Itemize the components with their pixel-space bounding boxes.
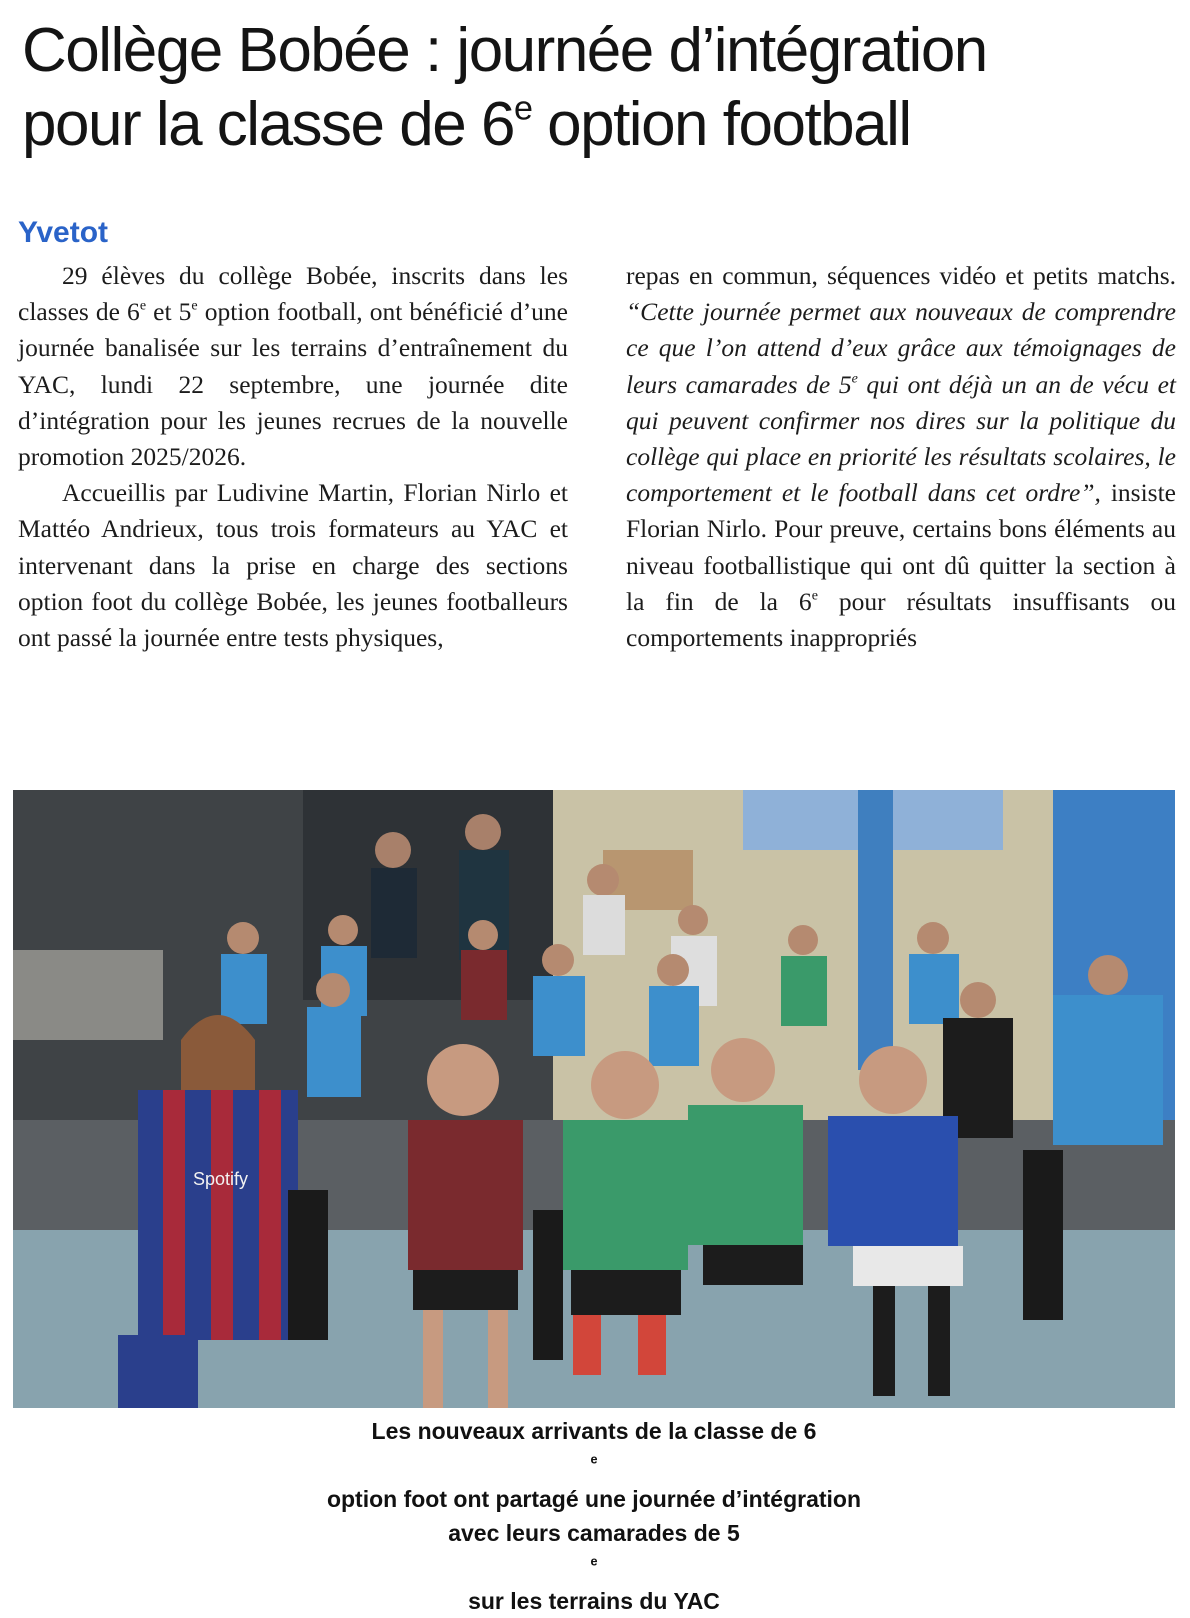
caption-2-sup: e <box>590 1554 598 1569</box>
caption-2-pre: avec leurs camarades de 5 <box>448 1520 740 1546</box>
quote-text-a: “Cette journée permet aux nouveaux de comprendre ce que l’on attend d’eux grâce aux témoignages de leurs camarades de 5 <box>626 297 1176 399</box>
p3-text-c: pour résultats insuffisants ou comportements inappropriés <box>626 586 1176 653</box>
p3-text-b: insiste Florian Nirlo. Pour preuve, certains bons éléments au niveau footballistique qui ont dû quitter la section à la fin de la 6 <box>626 478 1176 616</box>
headline-superscript: e <box>513 89 532 128</box>
quote-sup: e <box>851 371 858 387</box>
article-headline <box>22 14 1172 162</box>
quote <box>626 297 1176 507</box>
jersey-sponsor-text: Spotify <box>193 1169 249 1189</box>
headline-line-2 <box>22 88 1172 162</box>
body-paragraph-3 <box>626 258 1176 656</box>
box-2 <box>13 950 163 1040</box>
caption-1-pre: Les nouveaux arrivants de la classe de 6 <box>371 1418 817 1444</box>
p3-sup: e <box>811 588 818 604</box>
p1-text-c: option football, ont bénéficié d’une journée banalisée sur les terrains d’entraînement du YAC, lundi 22 septembre, une journée dite d’intégration pour les jeunes recrues de la nouvelle promotion 2025/2026. <box>18 297 569 472</box>
p1-sup-2: e <box>191 298 198 314</box>
photo-caption <box>13 1414 1175 1618</box>
headline-line-2-post: option football <box>531 90 911 159</box>
caption-1-sup: e <box>590 1452 598 1467</box>
caption-line-2 <box>13 1516 1175 1618</box>
photo-illustration <box>13 790 1175 1408</box>
article-photo <box>13 790 1175 1408</box>
p1-text-a: 29 élèves du collège Bobée, inscrits dans les classes de 6 <box>18 261 568 327</box>
p1-text-b: et 5 <box>146 297 192 327</box>
caption-2-post: sur les terrains du YAC <box>468 1588 720 1614</box>
body-paragraph-2: Accueillis par Ludivine Martin, Florian Nirlo et Mattéo Andrieux, tous trois formateurs au YAC et intervenant dans la prise en charge des sections option foot du collège Bobée, les jeunes footballeurs ont passé la journée entre tests physiques, <box>18 478 568 653</box>
headline-line-2-pre: pour la classe de 6 <box>22 90 514 159</box>
p3-text-a: repas en commun, séquences vidéo et petits matchs. <box>626 261 1176 290</box>
caption-line-1 <box>13 1414 1175 1516</box>
body-paragraph-1 <box>18 258 568 475</box>
quote-text-b: qui ont déjà un an de vécu et qui peuvent confirmer nos dires sur la politique du collège qui place en priorité les résultats scolaires, le comportement et le football dans cet ordre”, <box>626 369 1177 508</box>
headline-line-1: Collège Bobée : journée d’intégration <box>22 16 987 85</box>
article-column-right <box>626 258 1176 656</box>
p1-sup-1: e <box>139 298 147 314</box>
article-column-left <box>18 258 568 656</box>
caption-1-post: option foot ont partagé une journée d’intégration <box>326 1486 862 1512</box>
dateline-city: Yvetot <box>18 216 109 249</box>
window-frame <box>858 790 893 1070</box>
